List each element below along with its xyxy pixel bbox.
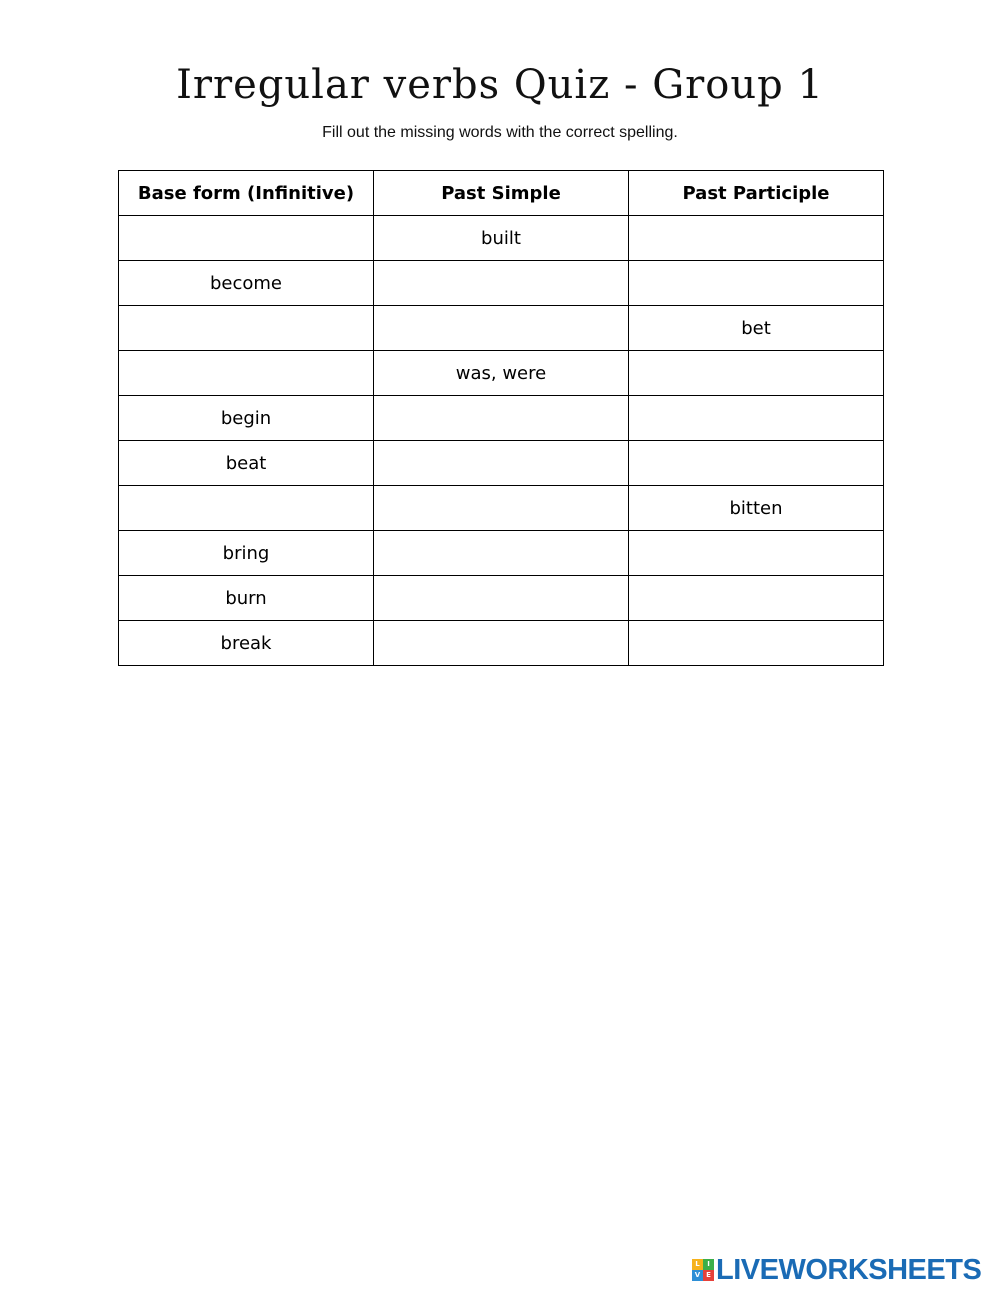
table-row bbox=[119, 621, 884, 666]
logo-letter-0: L bbox=[692, 1259, 703, 1270]
past-simple-cell: was, were bbox=[374, 351, 629, 396]
logo-letter-2: V bbox=[692, 1270, 703, 1281]
base-form-cell[interactable] bbox=[119, 486, 374, 531]
table-row bbox=[119, 576, 884, 621]
table-row bbox=[119, 261, 884, 306]
past-simple-cell[interactable] bbox=[374, 486, 629, 531]
base-form-cell[interactable] bbox=[119, 216, 374, 261]
verb-table bbox=[118, 170, 884, 666]
header-base-form: Base form (Infinitive) bbox=[119, 171, 374, 216]
base-form-cell: begin bbox=[119, 396, 374, 441]
base-form-cell: bring bbox=[119, 531, 374, 576]
table-row bbox=[119, 216, 884, 261]
header-row bbox=[119, 171, 884, 216]
past-participle-cell: bet bbox=[629, 306, 884, 351]
table-row bbox=[119, 351, 884, 396]
header-past-simple: Past Simple bbox=[374, 171, 629, 216]
brand-text: LIVEWORKSHEETS bbox=[716, 1254, 982, 1286]
logo-letter-1: I bbox=[703, 1259, 714, 1270]
base-form-cell[interactable] bbox=[119, 351, 374, 396]
past-participle-cell: bitten bbox=[629, 486, 884, 531]
table-row bbox=[119, 306, 884, 351]
logo-letter-3: E bbox=[703, 1270, 714, 1281]
base-form-cell: beat bbox=[119, 441, 374, 486]
past-participle-cell[interactable] bbox=[629, 396, 884, 441]
instructions-text: Fill out the missing words with the correct spelling. bbox=[322, 124, 678, 141]
past-simple-cell[interactable] bbox=[374, 396, 629, 441]
past-simple-cell[interactable] bbox=[374, 306, 629, 351]
base-form-cell: break bbox=[119, 621, 374, 666]
past-participle-cell[interactable] bbox=[629, 216, 884, 261]
past-simple-cell[interactable] bbox=[374, 576, 629, 621]
table-row bbox=[119, 531, 884, 576]
past-participle-cell[interactable] bbox=[629, 261, 884, 306]
past-participle-cell[interactable] bbox=[629, 576, 884, 621]
table-row bbox=[119, 486, 884, 531]
liveworksheets-brand bbox=[692, 1256, 981, 1284]
table-header bbox=[119, 171, 884, 216]
table-row bbox=[119, 441, 884, 486]
past-participle-cell[interactable] bbox=[629, 441, 884, 486]
past-simple-cell[interactable] bbox=[374, 441, 629, 486]
page-title: Irregular verbs Quiz - Group 1 bbox=[176, 62, 824, 108]
past-simple-cell[interactable] bbox=[374, 621, 629, 666]
liveworksheets-logo-icon bbox=[692, 1259, 714, 1281]
table-row bbox=[119, 396, 884, 441]
header-past-participle: Past Participle bbox=[629, 171, 884, 216]
past-simple-cell[interactable] bbox=[374, 531, 629, 576]
past-simple-cell: built bbox=[374, 216, 629, 261]
past-participle-cell[interactable] bbox=[629, 351, 884, 396]
base-form-cell[interactable] bbox=[119, 306, 374, 351]
base-form-cell: become bbox=[119, 261, 374, 306]
base-form-cell: burn bbox=[119, 576, 374, 621]
past-participle-cell[interactable] bbox=[629, 531, 884, 576]
past-simple-cell[interactable] bbox=[374, 261, 629, 306]
past-participle-cell[interactable] bbox=[629, 621, 884, 666]
table-body bbox=[119, 216, 884, 666]
